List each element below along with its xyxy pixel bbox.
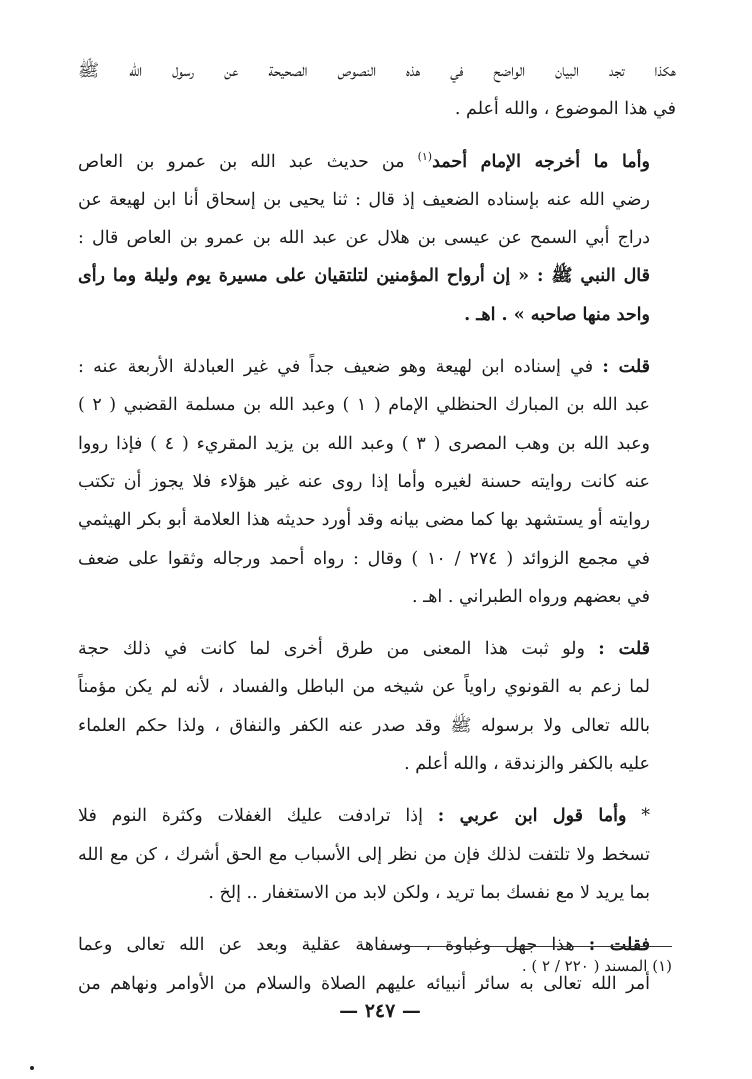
text-line: لما زعم به القونوي راوياً عن شيخه من الباطل والفساد ، لأنه لم يكن مؤمناً [78, 677, 650, 698]
text-line: بالله تعالى ولا برسوله ﷺ وقد صدر عنه الكفر والنفاق ، ولذا حكم العلماء [78, 715, 650, 736]
text-line: عليه بالكفر والزندقة ، والله أعلم . [404, 754, 650, 775]
bold-lead: وأما ما أخرجه الإمام أحمد [432, 151, 650, 172]
bold-lead: قلت : [602, 357, 650, 378]
paragraph-2 [78, 143, 676, 334]
page-number: — ٢٤٧ — [339, 1000, 421, 1022]
footnote-marker: (١) [417, 149, 433, 163]
text-run: في إسناده ابن لهيعة وهو ضعيف جداً في غير العبادلة الأربعة عنه : [78, 357, 603, 378]
text-line: قال النبي ﷺ : « إن أرواح المؤمنين لتلتقيان على مسيرة يوم وليلة وما رأى [78, 266, 650, 287]
text-run: إذا ترادفت عليك الغفلات وكثرة النوم فلا [78, 806, 438, 827]
text-line [78, 348, 676, 386]
page-body [78, 52, 676, 1017]
footnote [360, 957, 672, 975]
scan-speck [30, 1066, 34, 1070]
paragraph-5 [78, 797, 676, 912]
paragraph-3 [78, 348, 676, 616]
text-line: رضي الله عنه بإسناده الضعيف إذ قال : ثنا يحيى بن إسحاق أنا ابن لهيعة عن [78, 189, 650, 210]
text-line: في مجمع الزوائد ( ٢٧٤ / ١٠ ) وقال : رواه أحمد ورجاله وثقوا على ضعف [78, 548, 650, 569]
bold-lead: فقلت : [588, 935, 650, 956]
text-line: أمر الله تعالى به سائر أنبيائه عليهم الصلاة والسلام من الأوامر ونهاهم من [78, 973, 650, 994]
paragraph-4 [78, 630, 676, 783]
text-line: روايته أو يستشهد بها كما مضى بيانه وقد أورد حديثه هذا العلامة أبو بكر الهيثمي [78, 510, 650, 531]
text-run: هذا جهل وغباوة ، وسفاهة عقلية وبعد عن الله تعالى وعما [78, 935, 589, 956]
text-line: واحد منها صاحبه » . اهـ . [464, 304, 650, 325]
text-line: تسخط ولا تلتفت لذلك فإن من نظر إلى الأسباب مع الحق أشرك ، كن مع الله [78, 844, 650, 865]
text-line: عنه كانت روايته حسنة لغيره وأما إذا روى عنه غير هؤلاء فلا يجوز أن تكتب [78, 471, 650, 492]
text-line [78, 797, 676, 835]
text-line: في هذا الموضوع ، والله أعلم . [454, 99, 676, 120]
text-run: ولو ثبت هذا المعنى من طرق أخرى لما كانت في ذلك حجة [78, 639, 599, 660]
text-line: بما يريد لا مع نفسك بما تريد ، ولكن لابد من الاستغفار .. إلخ . [208, 882, 650, 903]
text-line [78, 143, 676, 181]
text-line: هكذا تجد البيان الواضح في هذه النصوص الصحيحة عن رسول الله ﷺ [78, 61, 676, 81]
bold-lead: وأما قول ابن عربي : [437, 806, 627, 827]
star-marker: * [641, 806, 650, 827]
footnote-divider [396, 946, 672, 947]
text-run: من حديث عبد الله بن عمرو بن العاص [78, 151, 418, 172]
text-line: وعبد الله بن وهب المصرى ( ٣ ) وعبد الله بن يزيد المقريء ( ٤ ) فإذا رووا [78, 433, 650, 454]
footnote-text: المسند ( ٢٢٠ / ٢ ) . [521, 957, 648, 975]
paragraph-1 [78, 52, 676, 129]
text-line: دراج أبي السمح عن عيسى بن هلال عن عبد الله بن عمرو بن العاص قال : [78, 228, 650, 249]
bold-lead: قلت : [598, 639, 650, 660]
footnote-number: (١) [652, 957, 672, 975]
text-line: في بعضهم ورواه الطبراني . اهـ . [411, 586, 650, 607]
text-line: عبد الله بن المبارك الحنظلي الإمام ( ١ ) وعبد الله بن مسلمة القضبي ( ٢ ) [78, 395, 650, 416]
text-line [78, 630, 676, 668]
